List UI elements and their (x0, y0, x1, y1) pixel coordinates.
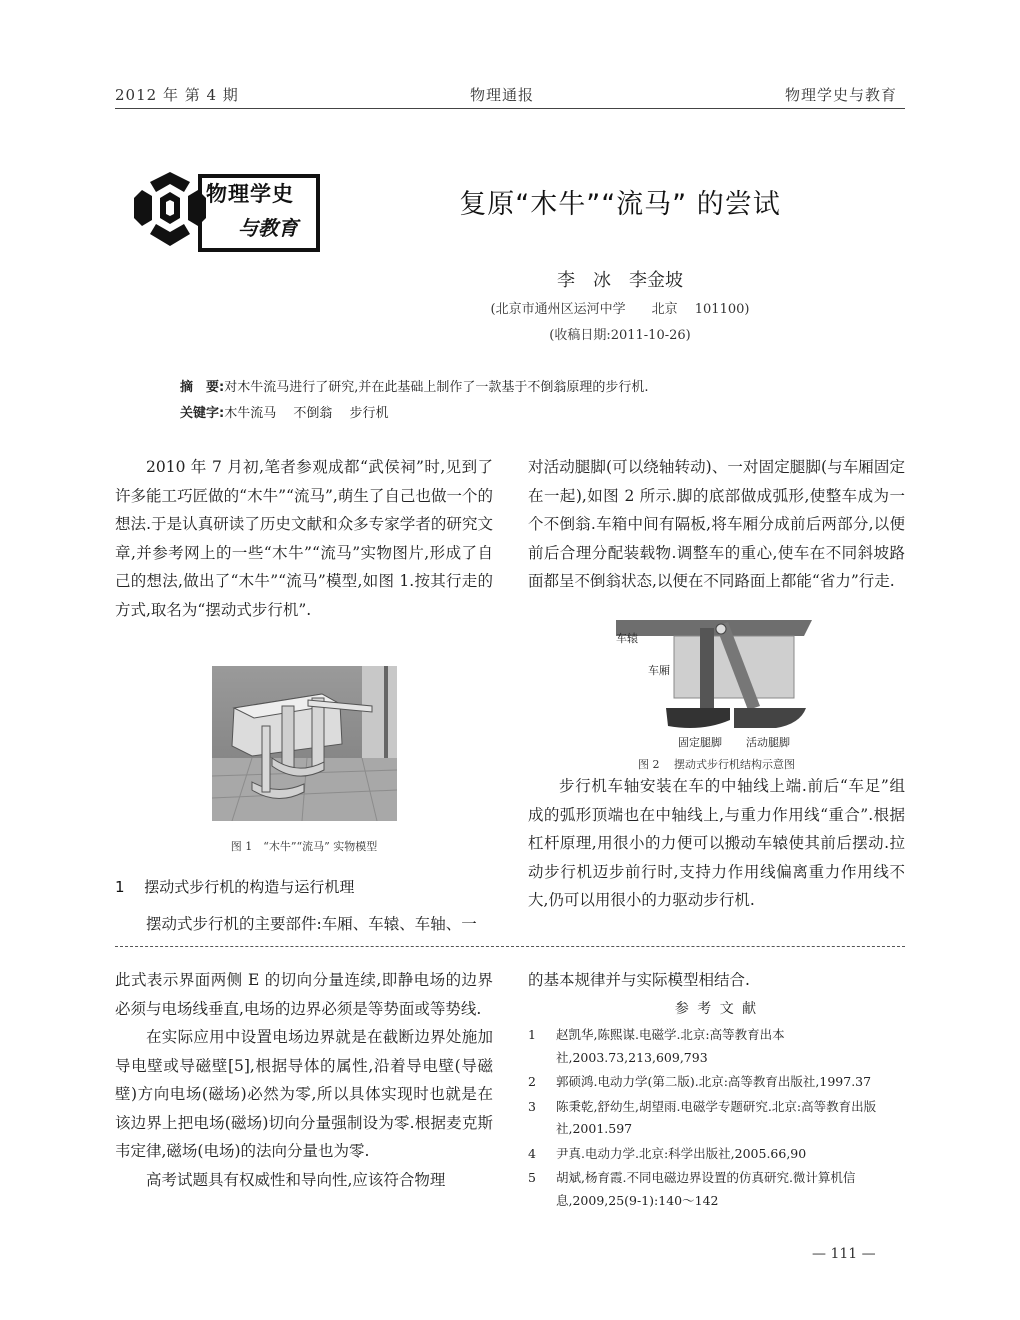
reference-number: 2 (528, 1074, 536, 1089)
column-name: 物理学史与教育 (785, 86, 898, 104)
keywords-label: 关键字: (180, 406, 225, 421)
article-separator (115, 946, 905, 947)
reference-item (528, 1024, 905, 1069)
intro-paragraph: 2010 年 7 月初,笔者参观成都“武侯祠”时,见到了许多能工巧匠做的“木牛”“流马”,萌生了自己也做一个的想法.于是认真研读了历史文献和众多专家学者的研究文章,并参考网上的一些“木牛”“流马”实物图片,形成了自己的想法,做出了“木牛”“流马”模型,如图 1.按其行走的方式,取名为“摆动式步行机”. (115, 458, 493, 619)
references-list (528, 1024, 905, 1214)
figure-1-photo (212, 666, 397, 821)
right-column-mechanism (528, 772, 905, 915)
references-heading: 参 考 文 献 (674, 1001, 759, 1017)
reference-number: 3 (528, 1098, 536, 1114)
lower-right-column (528, 966, 905, 995)
right-column-structure (528, 453, 905, 596)
lower-paragraph-2: 在实际应用中设置电场边界就是在截断边界处施加导电壁或导磁壁[5],根据导体的属性,沿着导电壁(导磁壁)方向电场(磁场)必然为零,所以具体实现时也就是在该边界上把电场(磁场)切向分量强制设为零.根据麦克斯韦定律,磁场(电场)的法向分量也为零. (115, 1028, 493, 1160)
journal-name: 物理通报 (470, 86, 535, 104)
lower-left-column (115, 966, 493, 1194)
mechanism-paragraph: 步行机车轴安装在车的中轴线上端.前后“车足”组成的弧形顶端也在中轴线上,与重力作用线“重合”.根据杠杆原理,用很小的力便可以搬动车辕使其前后摆动.拉动步行机迈步前行时,支持力作用线偏离重力作用线不大,仍可以用很小的力驱动步行机. (528, 777, 905, 909)
figure-2-diagram (612, 616, 812, 748)
lower-paragraph-1: 此式表示界面两侧 E 的切向分量连续,即静电场的边界必须与电场线垂直,电场的边界必须是等势面或等势线. (115, 971, 493, 1018)
left-column-intro (115, 453, 493, 624)
axle-icon (716, 624, 726, 634)
label-fixed-leg: 固定腿脚 (678, 736, 722, 749)
reference-number: 5 (528, 1170, 536, 1185)
abstract-text: 对木牛流马进行了研究,并在此基础上制作了一款基于不倒翁原理的步行机. (224, 380, 649, 395)
fixed-leg-foot (666, 708, 730, 728)
column-logo (130, 168, 320, 252)
abstract-label: 摘 要: (180, 380, 225, 395)
label-box: 车厢 (648, 664, 670, 677)
article-authors: 李 冰 李金坡 (557, 270, 683, 291)
reference-text: 胡斌,杨育霞.不同电磁边界设置的仿真研究.微计算机信息,2009,25(9-1):140～142 (556, 1170, 856, 1208)
lower-right-paragraph: 的基本规律并与实际模型相结合. (528, 971, 750, 989)
label-moving-leg: 活动腿脚 (746, 736, 790, 749)
keywords-text: 木牛流马 不倒翁 步行机 (224, 406, 389, 421)
moving-leg-foot (734, 708, 806, 728)
figure-2-caption: 图 2 摆动式步行机结构示意图 (638, 758, 795, 771)
author-affiliation: (北京市通州区运河中学 北京 101100) (490, 302, 750, 317)
header-rule (115, 108, 905, 109)
logo-subtitle: 与教育 (238, 216, 298, 240)
article-title: 复原“木牛”“流马” 的尝试 (459, 189, 781, 220)
reference-number: 4 (528, 1145, 536, 1161)
section1-paragraph: 摆动式步行机的主要部件:车厢、车辕、车轴、一 (146, 915, 477, 933)
reference-text: 郭硕鸿.电动力学(第二版).北京:高等教育出版社,1997.37 (556, 1074, 872, 1089)
reference-item (528, 1143, 905, 1166)
logo-title: 物理学史 (206, 182, 294, 206)
keywords (180, 402, 388, 421)
fixed-leg-post (700, 628, 714, 708)
section-1-heading: 1 摆动式步行机的构造与运行机理 (115, 878, 355, 896)
figure-1-caption: 图 1 “木牛”“流马” 实物模型 (230, 840, 378, 853)
journal-issue: 2012 年 第 4 期 (115, 86, 239, 104)
reference-text: 尹真.电动力学.北京:科学出版社,2005.66,90 (556, 1145, 807, 1161)
reference-item (528, 1096, 905, 1141)
reference-item (528, 1167, 905, 1212)
structure-paragraph: 对活动腿脚(可以绕轴转动)、一对固定腿脚(与车厢固定在一起),如图 2 所示.脚的底部做成弧形,使整车成为一个不倒翁.车箱中间有隔板,将车厢分成前后两部分,以便前后合理分配装载物.调整车的重心,使车在不同斜坡路面都呈不倒翁状态,以便在不同路面上都能“省力”行走. (528, 458, 905, 590)
reference-number: 1 (528, 1027, 536, 1042)
abstract (180, 376, 648, 395)
reference-item (528, 1071, 905, 1094)
reference-text: 陈秉乾,舒幼生,胡望雨.电磁学专题研究.北京:高等教育出版社,2001.597 (556, 1098, 877, 1136)
lower-paragraph-3: 高考试题具有权威性和导向性,应该符合物理 (146, 1170, 446, 1189)
reference-text: 赵凯华,陈熙谋.电磁学.北京:高等教育出本社,2003.73,213,609,793 (556, 1027, 785, 1065)
received-date: (收稿日期:2011-10-26) (549, 328, 691, 343)
page-number: — 111 — (812, 1246, 876, 1262)
left-column-section1 (115, 910, 493, 939)
label-shaft: 车辕 (616, 632, 638, 645)
